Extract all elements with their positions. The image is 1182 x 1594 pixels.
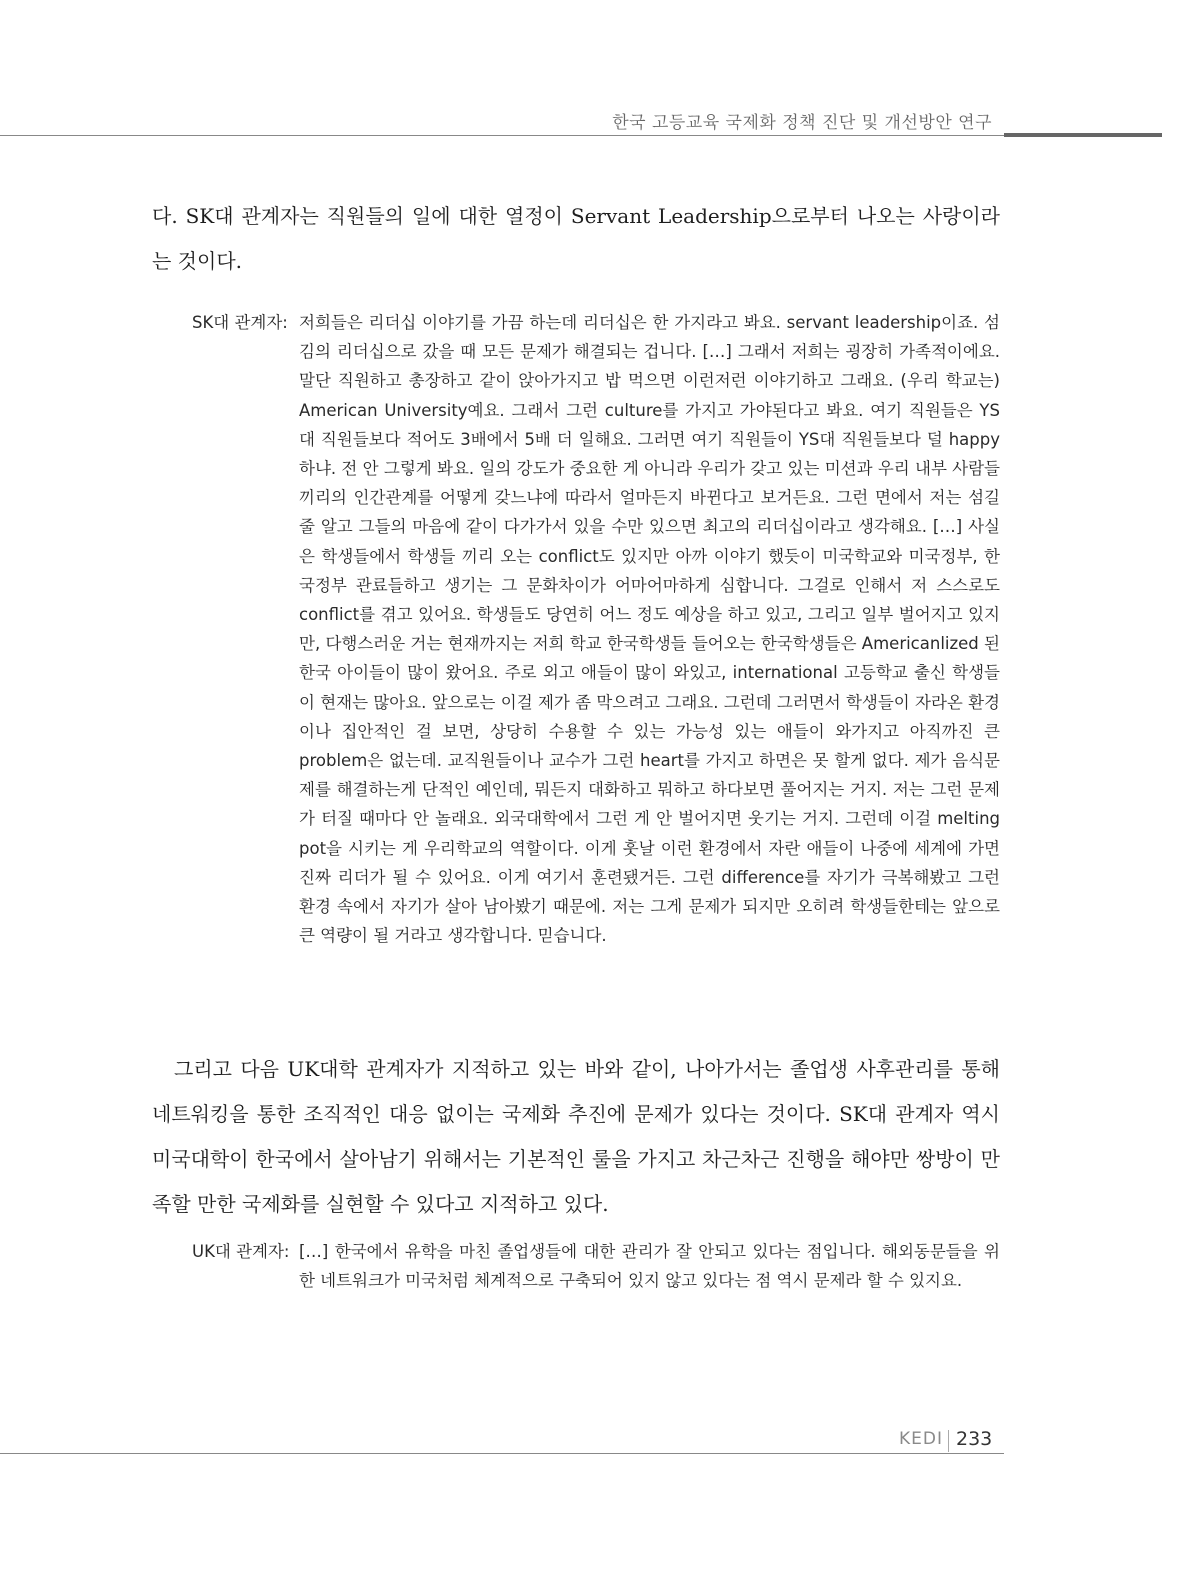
footer-rule: [0, 1453, 1004, 1454]
interview-quote-sk: [192, 308, 1000, 950]
quote-speaker: UK대 관계자:: [192, 1242, 290, 1261]
interview-quote-uk: [192, 1237, 1000, 1295]
footer-divider: [948, 1430, 949, 1452]
quote-text: 저희들은 리더십 이야기를 가끔 하는데 리더십은 한 가지라고 봐요. servant leadership이죠. 섬김의 리더십으로 갔을 때 모든 문제가 해결되는 겁니다. […] 그래서 저희는 굉장히 가족적이에요. 말단 직원하고 총장하고 같이 앉아가지고 밥 먹으면 이런저런 이야기하고 그래요. (우리 학교는) American University예요. 그래서 그런 culture를 가지고 가야된다고 봐요. 여기 직원들은 YS대 직원들보다 적어도 3배에서 5배 더 일해요. 그러면 여기 직원들이 YS대 직원들보다 덜 happy하냐. 전 안 그렇게 봐요. 일의 강도가 중요한 게 아니라 우리가 갖고 있는 미션과 우리 내부 사람들끼리의 인간관계를 어떻게 갖느냐에 따라서 얼마든지 바뀐다고 보거든요. 그런 면에서 저는 섬길 줄 알고 그들의 마음에 같이 다가가서 있을 수만 있으면 최고의 리더십이라고 생각해요. […] 사실은 학생들에서 학생들 끼리 오는 conflict도 있지만 아까 이야기 했듯이 미국학교와 미국정부, 한국정부 관료들하고 생기는 그 문화차이가 어마어마하게 심합니다. 그걸로 인해서 저 스스로도 conflict를 겪고 있어요. 학생들도 당연히 어느 정도 예상을 하고 있고, 그리고 일부 벌어지고 있지만, 다행스러운 거는 현재까지는 저희 학교 한국학생들 들어오는 한국학생들은 Americanlized 된 한국 아이들이 많이 왔어요. 주로 외고 애들이 많이 와있고, international 고등학교 출신 학생들이 현재는 많아요. 앞으로는 이걸 제가 좀 막으려고 그래요. 그런데 그러면서 학생들이 자라온 환경이나 집안적인 걸 보면, 상당히 수용할 수 있는 가능성 있는 애들이 와가지고 아직까진 큰 problem은 없는데. 교직원들이나 교수가 그런 heart를 가지고 하면은 못 할게 없다. 제가 음식문제를 해결하는게 단적인 예인데, 뭐든지 대화하고 뭐하고 하다보면 풀어지는 거지. 저는 그런 문제가 터질 때마다 안 놀래요. 외국대학에서 그런 게 안 벌어지면 웃기는 거지. 그런데 이걸 melting pot을 시키는 게 우리학교의 역할이다. 이게 훗날 이런 환경에서 자란 애들이 나중에 세계에 가면 진짜 리더가 될 수 있어요. 이게 여기서 훈련됐거든. 그런 difference를 자기가 극복해봤고 그런 환경 속에서 자기가 살아 남아봤기 때문에. 저는 그게 문제가 되지만 오히려 학생들한테는 앞으로 큰 역량이 될 거라고 생각합니다. 믿습니다.: [299, 313, 1000, 946]
quote-text: […] 한국에서 유학을 마친 졸업생들에 대한 관리가 잘 안되고 있다는 점입니다. 해외동문들을 위한 네트워크가 미국처럼 체계적으로 구축되어 있지 않고 있다는 점 역시 문제라 할 수 있지요.: [299, 1242, 1000, 1291]
body-paragraph-2: 그리고 다음 UK대학 관계자가 지적하고 있는 바와 같이, 나아가서는 졸업생 사후관리를 통해 네트워킹을 통한 조직적인 대응 없이는 국제화 추진에 문제가 있다는 것이다. SK대 관계자 역시 미국대학이 한국에서 살아남기 위해서는 기본적인 룰을 가지고 차근차근 진행을 해야만 쌍방이 만족할 만한 국제화를 실현할 수 있다고 지적하고 있다.: [152, 1057, 1000, 1216]
header-rule: [0, 135, 1004, 136]
quote-speaker: SK대 관계자:: [192, 313, 288, 332]
footer-publisher: KEDI: [899, 1429, 943, 1449]
page-number: 233: [956, 1428, 993, 1450]
running-header-title: 한국 고등교육 국제화 정책 진단 및 개선방안 연구: [612, 113, 992, 133]
header-rule-accent: [1004, 133, 1162, 137]
body-paragraph-1: 다. SK대 관계자는 직원들의 일에 대한 열정이 Servant Leadership으로부터 나오는 사랑이라는 것이다.: [152, 204, 1000, 273]
